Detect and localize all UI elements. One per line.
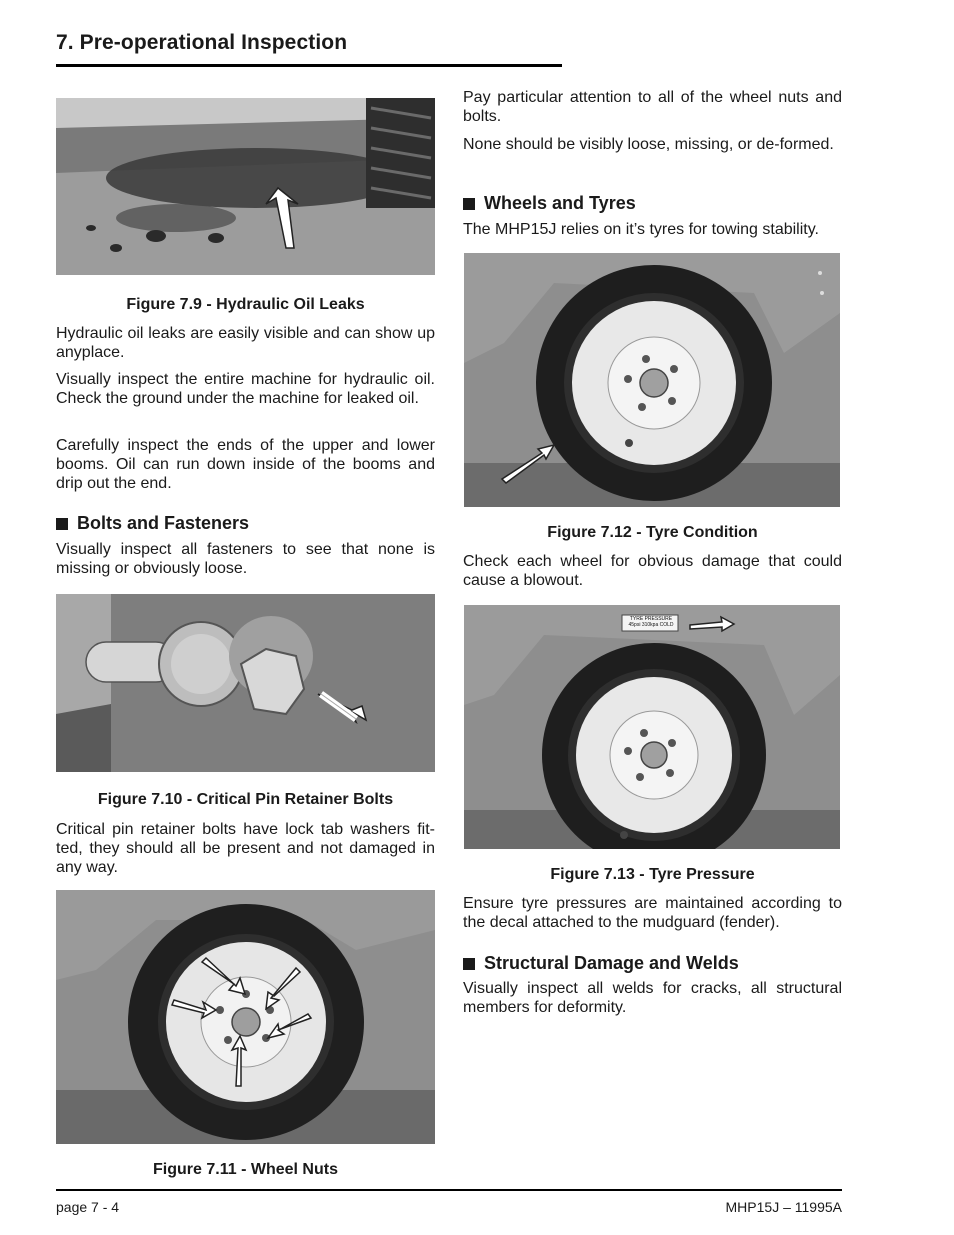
figure-7-13-caption: Figure 7.13 - Tyre Pressure <box>550 866 755 883</box>
page-number: page 7 - 4 <box>56 1199 120 1215</box>
tyre-condition-photo <box>464 253 840 507</box>
section-title: 7. Pre-operational Inspection <box>56 31 348 54</box>
structural-heading-text: Structural Damage and Welds <box>484 953 739 973</box>
figure-7-11-caption: Figure 7.11 - Wheel Nuts <box>153 1161 338 1178</box>
title-rule <box>56 64 562 67</box>
booms-paragraph: Carefully inspect the ends of the upper and lower booms. Oil can run down inside of the booms and drip out the end. <box>56 437 435 492</box>
wheels-heading <box>463 193 842 214</box>
structural-heading <box>463 953 842 974</box>
wheel-nuts-paragraph: Pay particular attention to all of the wheel nuts and bolts. <box>463 89 842 125</box>
tyre-pressure-photo <box>464 605 840 849</box>
tyre-pressure-paragraph: Ensure tyre pressures are maintained according to the decal attached to the mudguard (fender). <box>463 895 842 931</box>
document-id: MHP15J – 11995A <box>725 1199 842 1215</box>
figure-7-12-caption: Figure 7.12 - Tyre Condition <box>547 524 758 541</box>
bolts-heading <box>56 513 435 534</box>
pin-retainer-bolts-photo <box>56 594 435 772</box>
figure-7-10-caption: Figure 7.10 - Critical Pin Retainer Bolts <box>97 791 394 808</box>
square-bullet-icon <box>56 518 68 530</box>
wheels-heading-text: Wheels and Tyres <box>484 193 636 213</box>
towing-stability-paragraph: The MHP15J relies on it’s tyres for towing stability. <box>463 221 819 238</box>
deformed-paragraph: None should be visibly loose, missing, or de-formed. <box>463 136 834 153</box>
inspect-machine-paragraph: Visually inspect the entire machine for hydraulic oil. Check the ground under the machine for leaked oil. <box>56 371 435 407</box>
welds-paragraph: Visually inspect all welds for cracks, all structural members for deformity. <box>463 980 842 1016</box>
blowout-paragraph: Check each wheel for obvious damage that could cause a blowout. <box>463 553 842 589</box>
wheel-nuts-photo <box>56 890 435 1144</box>
bolts-heading-text: Bolts and Fasteners <box>77 513 250 533</box>
hydraulic-oil-leak-photo <box>56 98 435 275</box>
pin-retainer-paragraph: Critical pin retainer bolts have lock tab washers fit-ted, they should all be present and not damaged in any way. <box>56 821 435 876</box>
figure-7-9-caption: Figure 7.9 - Hydraulic Oil Leaks <box>126 296 365 313</box>
oil-leaks-paragraph: Hydraulic oil leaks are easily visible and can show up anyplace. <box>56 325 435 361</box>
square-bullet-icon <box>463 958 475 970</box>
decal-line-1: TYRE PRESSURE <box>629 616 673 622</box>
decal-line-2: 45psi 310kpa COLD <box>628 622 674 628</box>
footer-rule <box>56 1189 842 1191</box>
square-bullet-icon <box>463 198 475 210</box>
tyre-pressure-decal <box>624 616 678 628</box>
fasteners-paragraph: Visually inspect all fasteners to see that none is missing or obviously loose. <box>56 541 435 577</box>
